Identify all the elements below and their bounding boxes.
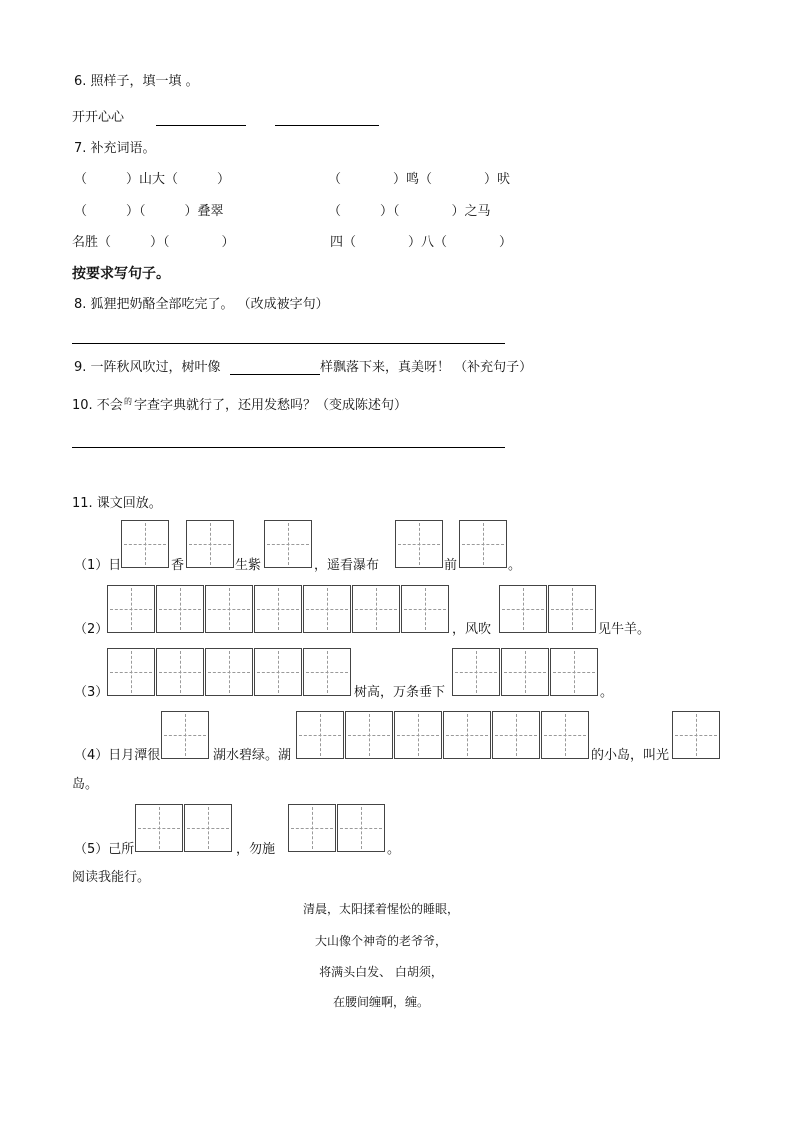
q11-l5-label: （5）己所 xyxy=(74,842,135,857)
char-box[interactable] xyxy=(394,711,442,759)
char-box[interactable] xyxy=(337,804,385,852)
char-box[interactable] xyxy=(254,585,302,633)
char-box[interactable] xyxy=(205,585,253,633)
char-box[interactable] xyxy=(184,804,232,852)
poem-line: 将满头白发、 白胡须， xyxy=(319,965,443,979)
char-box[interactable] xyxy=(303,648,351,696)
q8-text: 8. 狐狸把奶酪全部吃完了。 （改成被字句） xyxy=(74,297,329,312)
q11-l2-text: 见牛羊。 xyxy=(598,622,651,637)
char-box[interactable] xyxy=(452,648,500,696)
q8-answer-line[interactable] xyxy=(72,343,505,344)
char-box[interactable] xyxy=(345,711,393,759)
q11-l3-text: 。 xyxy=(600,685,614,700)
char-box[interactable] xyxy=(501,648,549,696)
q7-row3-b: 四（ ）八（ ） xyxy=(330,235,513,250)
q7-row2-b: （ ）（ ）之马 xyxy=(328,204,491,219)
char-box[interactable] xyxy=(121,520,169,568)
char-box[interactable] xyxy=(296,711,344,759)
q6-title: 6. 照样子，填一填 。 xyxy=(74,74,199,89)
q11-l1-text: 香 xyxy=(171,558,185,573)
q11-l1-text: 前 xyxy=(444,558,458,573)
char-box[interactable] xyxy=(254,648,302,696)
char-box[interactable] xyxy=(107,585,155,633)
q11-l2-label: （2） xyxy=(74,622,109,637)
q10-answer-line[interactable] xyxy=(72,447,505,448)
q11-l4-text: 岛。 xyxy=(72,777,99,792)
char-box[interactable] xyxy=(395,520,443,568)
q11-l4-text: 湖水碧绿。湖 xyxy=(213,748,292,763)
q9-text-after: 样飘落下来，真美呀！ （补充句子） xyxy=(320,360,533,375)
char-box[interactable] xyxy=(443,711,491,759)
q10-text-before: 10. 不会 xyxy=(72,398,123,413)
q6-example: 开开心心 xyxy=(72,110,125,125)
char-box[interactable] xyxy=(135,804,183,852)
q11-l5-text: ，勿施 xyxy=(236,842,276,857)
q11-l2-text: ，风吹 xyxy=(452,622,492,637)
poem-line: 在腰间缠啊，缠。 xyxy=(332,995,429,1009)
poem-line: 清晨，太阳揉着惺忪的睡眼， xyxy=(302,902,459,916)
char-box[interactable] xyxy=(550,648,598,696)
char-box[interactable] xyxy=(492,711,540,759)
char-box[interactable] xyxy=(156,648,204,696)
char-box[interactable] xyxy=(288,804,336,852)
q11-l1-text: 。 xyxy=(508,558,522,573)
q11-l3-text: 树高，万条垂下 xyxy=(354,685,446,700)
q9-text-before: 9. 一阵秋风吹过，树叶像 xyxy=(74,360,221,375)
q11-l1-label: （1）日 xyxy=(74,558,122,573)
q11-l3-label: （3） xyxy=(74,685,109,700)
char-box[interactable] xyxy=(548,585,596,633)
reading-heading: 阅读我能行。 xyxy=(72,870,151,885)
q10-small-char: 的 xyxy=(124,397,132,406)
char-box[interactable] xyxy=(107,648,155,696)
char-box[interactable] xyxy=(352,585,400,633)
q6-answer-line-1[interactable] xyxy=(156,125,246,126)
q11-l1-text: 生紫 xyxy=(235,558,262,573)
poem-line: 大山像个神奇的老爷爷， xyxy=(314,934,447,948)
q7-title: 7. 补充词语。 xyxy=(74,141,156,156)
q7-row3-a: 名胜（ ）（ ） xyxy=(72,235,235,250)
char-box[interactable] xyxy=(303,585,351,633)
q11-l4-text: 的小岛，叫光 xyxy=(591,748,670,763)
q11-l1-text: ，遥看瀑布 xyxy=(314,558,380,573)
q7-row2-a: （ ）（ ）叠翠 xyxy=(74,204,224,219)
q10-text-after: 字查字典就行了，还用发愁吗？（变成陈述句） xyxy=(134,398,408,413)
char-box[interactable] xyxy=(205,648,253,696)
char-box[interactable] xyxy=(264,520,312,568)
char-box[interactable] xyxy=(672,711,720,759)
char-box[interactable] xyxy=(459,520,507,568)
q6-answer-line-2[interactable] xyxy=(275,125,379,126)
q11-title: 11. 课文回放。 xyxy=(72,496,162,511)
q9-answer-line[interactable] xyxy=(230,374,320,375)
q7-row1-b: （ ）鸣（ ）吠 xyxy=(328,172,511,187)
char-box[interactable] xyxy=(401,585,449,633)
char-box[interactable] xyxy=(186,520,234,568)
section-heading: 按要求写句子。 xyxy=(72,266,170,282)
q11-l4-label: （4）日月潭很 xyxy=(74,748,161,763)
q7-row1-a: （ ）山大（ ） xyxy=(74,172,231,187)
q11-l5-text: 。 xyxy=(387,842,401,857)
char-box[interactable] xyxy=(499,585,547,633)
char-box[interactable] xyxy=(156,585,204,633)
char-box[interactable] xyxy=(161,711,209,759)
char-box[interactable] xyxy=(541,711,589,759)
